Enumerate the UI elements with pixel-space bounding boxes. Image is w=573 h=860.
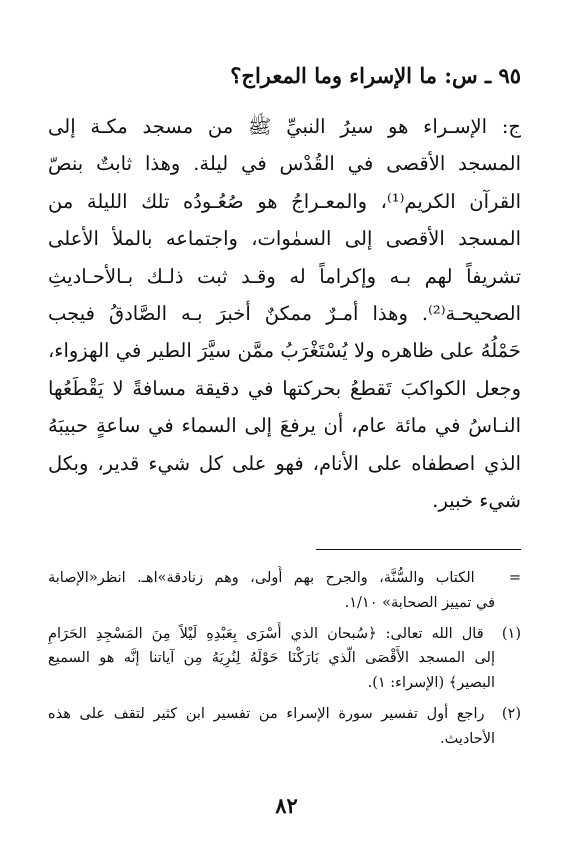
answer-text [48, 108, 521, 519]
footnote-text: الكتاب والسُّنَّة، والجرح بهم أُولى، وهم زنادقة»اهـ. انظر«الإصابة [48, 570, 475, 586]
footnote-divider [316, 549, 521, 550]
answer-line: القرآن الكريم⁽¹⁾، والمعـراجُ هو صُعُـودُه تلك الليلة من [48, 189, 521, 213]
answer-line: الصحيحـة⁽²⁾. وهذا أمـرٌ ممكنٌ أخبرَ بـه الصَّادقُ فيجب [48, 301, 521, 325]
footnote-line: البصير﴾ (الإسراء: ١). [367, 675, 495, 692]
answer-line: النـاسُ في مائة عام، أن يرفعَ إلى السماء في ساعةٍ حبيبَهُ [48, 414, 521, 438]
answer-line: شيء خبير. [432, 488, 521, 512]
footnote-marker: (١) [501, 625, 521, 642]
answer-line: المسجد الأقصى إلى السمٰوات، واجتماعه بالملأ الأعلى [48, 227, 521, 251]
footnote-line: الأحاديث. [439, 730, 495, 747]
page-number: ٨٢ [275, 793, 298, 818]
answer-line: المسجد الأقصى في القُدْس في ليلة. وهذا ثابتٌ بنصّ [48, 152, 521, 176]
footnote-marker: = [508, 570, 521, 586]
footnote-line [48, 566, 521, 591]
footnote-line [48, 702, 521, 727]
footnote-line [48, 622, 521, 647]
answer-line: وجعل الكواكبَ تَقطعُ بحركتها في دقيقة مسافةً لا يَقْطَعُها [48, 376, 521, 400]
footnote-line: في تمييز الصحابة» ١/١٠. [344, 594, 495, 611]
footnotes [48, 566, 521, 752]
answer-line: تشريفاً لهم بـه وإكراماً له وقـد ثبت ذلـك بـالأحـاديثِ [48, 264, 521, 288]
footnote-line: إلى المسجد الأَقْصَى الَّذي بَارَكْنَا حَوْلَهُ لِنُرِيَهُ مِن آياتنا إنَّه هو السميع [48, 650, 495, 667]
answer-line: الذي اصطفاه على الأنام، فهو على كل شيء قدير، وبكل [48, 451, 521, 475]
footnote-text: راجع أول تفسير سورة الإسراء من تفسير ابن كثير لتقف على هذه [48, 705, 485, 722]
footnote-text: قال الله تعالى: ﴿سُبحان الذي أَسْرَى بِعَبْدِهِ لَيْلاً مِنَ المَسْجِدِ الحَرَامِ [48, 625, 484, 642]
answer-line: ج: الإسـراء هو سيرُ النبيِّ ﷺ من مسجد مكـة إلى [48, 115, 521, 138]
question-heading: ٩٥ ـ س: ما الإسراء وما المعراج؟ [230, 63, 521, 88]
footnote-marker: (٢) [501, 705, 521, 722]
answer-line: حَمْلُهُ على ظاهره ولا يُسْتَغْرَبُ ممَّن سيَّرَ الطير في الهزواء، [48, 339, 521, 363]
